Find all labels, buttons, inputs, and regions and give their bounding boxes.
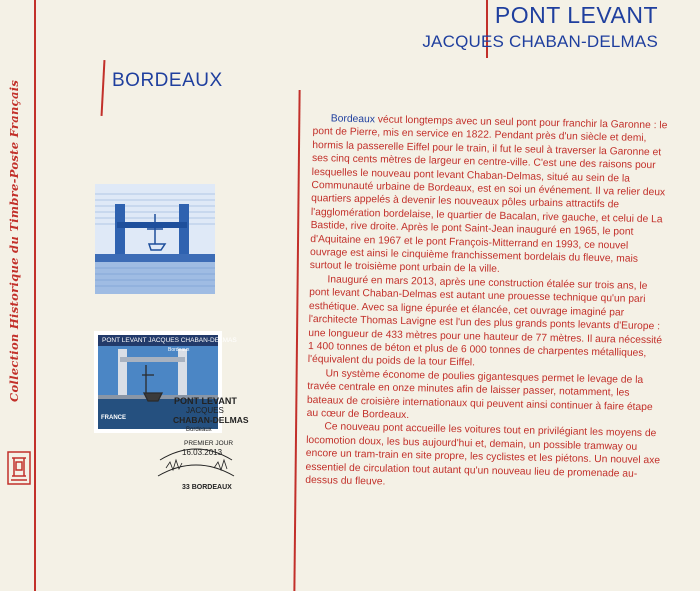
collection-title: Collection Historique du Timbre-Poste Français [7,79,21,402]
engraving-image [95,184,215,294]
text-column-rule [293,90,300,591]
collection-emblem-icon [6,450,32,486]
stamp-country: FRANCE [101,415,126,421]
page-subtitle: JACQUES CHABAN-DELMAS [422,32,658,51]
article-text [305,112,668,495]
section-title: BORDEAUX [112,70,223,91]
paragraph-lead: Bordeaux [330,113,376,126]
cancel-line-2: JACQUES [186,406,224,415]
stamp-subheader: Bordeaux [168,347,190,353]
cancel-line-3: CHABAN-DELMAS [173,415,249,425]
page-title: PONT LEVANT [494,2,658,28]
paragraph-4: Ce nouveau pont accueille les voitures tout en privilégiant les moyens de locomotion doux, les bus aujourd'hui et, demain, un possible tramway ou encore un tram-train en site propre, les cyclistes et les piétons. Un nouvel axe essentiel de circulation tout autant qu'un nouveau lieu de promenade au-dessus du fleuve. [305,421,661,488]
paragraph-3: Un système économe de poulies gigantesques permet le levage de la travée centrale en onze minutes afin de laisser passer, notamment, les bateaux de croisière internationaux qui peuvent ainsi continuer à faire étape au cœur de Bordeaux. [306,368,653,422]
left-margin-rule [34,0,36,591]
stamp-header: PONT LEVANT JACQUES CHABAN-DELMAS [98,335,218,346]
cancel-postcode: 33 BORDEAUX [182,484,232,491]
section-title-rule [101,60,106,116]
first-day-date: 16.03.2013 [182,448,223,457]
cancel-line-4: Bordeaux [186,427,212,433]
cancel-line-1: PONT LEVANT [174,396,237,406]
first-day-label: PREMIER JOUR [184,440,234,447]
paragraph-2: Inauguré en mars 2013, après une construction étalée sur trois ans, le pont levant Chaban-Delmas est autant une prouesse technique qu'un pari esthétique. Avec sa ligne épurée et élancée, cet ouvrage imaginé par l'architecte Thomas Lavigne est l'un des plus grands ponts levants d'Europe : une longueur de 433 mètres pour une hauteur de 77 mètres. Il aura nécessité 1 400 tonnes de béton et plus de 6 000 tonnes de charpentes métalliques, l'équivalent du poids de la tour Eiffel. [307,274,663,369]
paragraph-1: Bordeaux vécut longtemps avec un seul pont pour franchir la Garonne : le pont de Pierre, mis en service en 1822. Pendant près d'un siècle et demi, hormis la passerelle Eiffel pour le train, il fut le seul à traverser la Garonne et ses cinq cents mètres de largeur en centre-ville. C'est une des raisons pour lesquelles le nouveau pont levant Chaban-Delmas, situé au sein de la Communauté urbaine de Bordeaux, est en soi un événement. Il va relier deux quartiers appelés à devenir les nouveaux pôles urbains attractifs de l'agglomération bordelaise, le quartier de Bacalan, rive gauche, et celui de La Bastide, rive droite. Après le pont Saint-Jean inauguré en 1965, le pont d'Aquitaine en 1967 et le pont François-Mitterrand en 1993, ce nouvel ouvrage est ainsi le cinquième franchissement bordelais du fleuve, mais surtout le troisième pont urbain de la ville. [309,113,668,276]
